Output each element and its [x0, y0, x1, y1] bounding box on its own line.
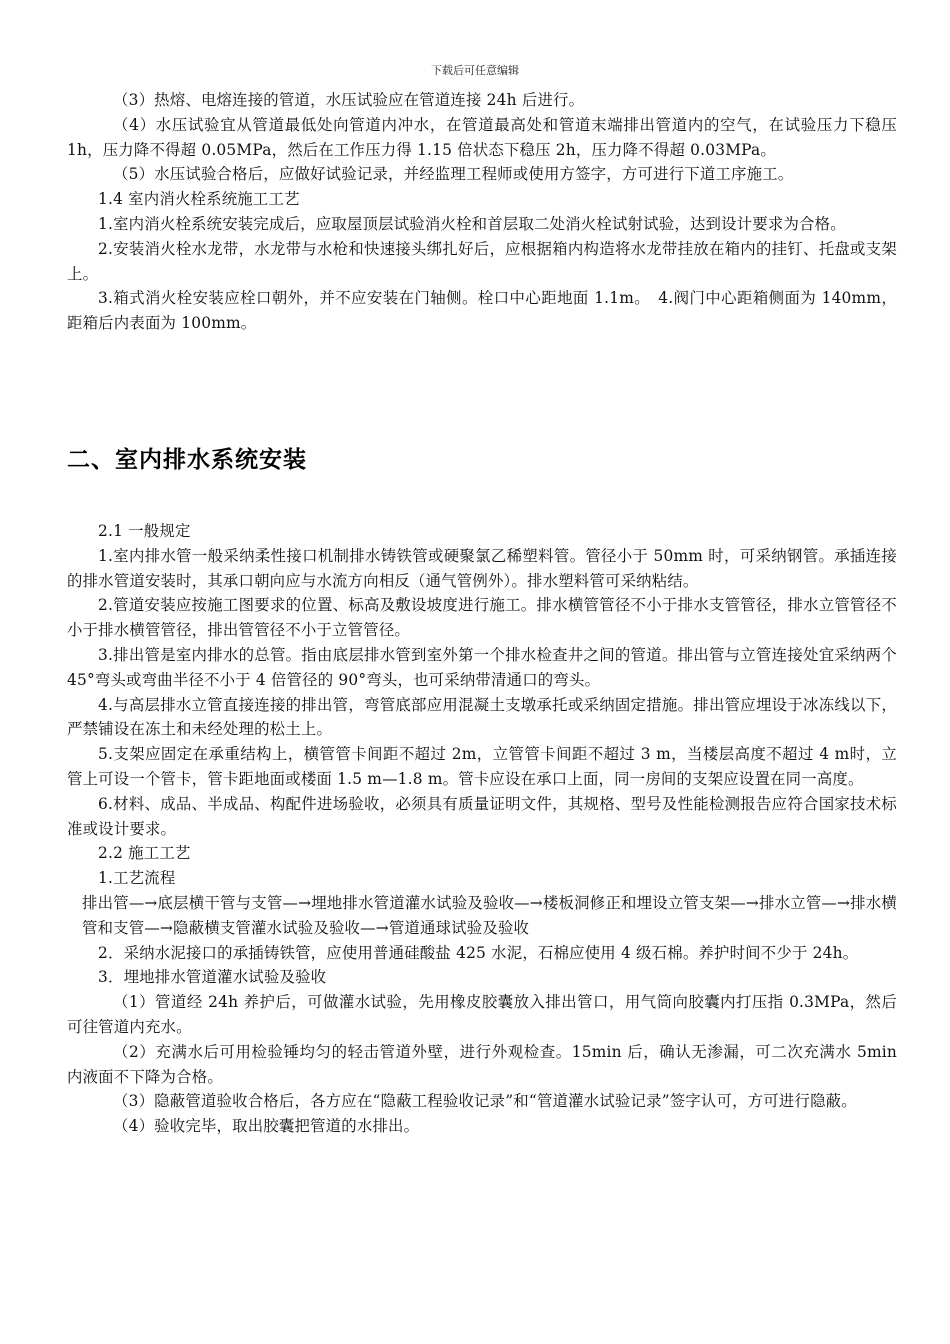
paragraph: 2．采纳水泥接口的承插铸铁管，应使用普通硅酸盐 425 水泥，石棉应使用 4 级石棉。养护时间不少于 24h。	[98, 943, 859, 962]
page-header-note: 下载后可任意编辑	[431, 64, 519, 77]
paragraph: （3）热熔、电熔连接的管道，水压试验应在管道连接 24h 后进行。	[113, 91, 585, 109]
process-flow: 排出管—→底层横干管与支管—→埋地排水管道灌水试验及验收—→楼板洞修正和埋设立管支架—→排水立管—→排水横管和支管—→隐蔽横支管灌水试验及验收—→管道通球试验及验收	[82, 893, 897, 937]
paragraph: 1.工艺流程	[98, 869, 176, 888]
paragraph: 2.管道安装应按施工图要求的位置、标高及敷设坡度进行施工。排水横管管径不小于排水支管管径，排水立管管径不小于排水横管管径，排出管管径不小于立管管径。	[67, 596, 897, 640]
section-2-title: 二、室内排水系统安装	[67, 447, 307, 473]
subsection-heading: 2.1 一般规定	[98, 522, 191, 540]
paragraph: （2）充满水后可用检验锤均匀的轻击管道外壁，进行外观检查。15min 后，确认无渗漏，可二次充满水 5min 内液面不下降为合格。	[67, 1042, 897, 1086]
subsection-heading: 2.2 施工工艺	[98, 844, 191, 863]
paragraph: （4）验收完毕，取出胶囊把管道的水排出。	[113, 1117, 420, 1136]
paragraph: 2.安装消火栓水龙带，水龙带与水枪和快速接头绑扎好后，应根据箱内构造将水龙带挂放在箱内的挂钉、托盘或支架上。	[67, 239, 897, 283]
paragraph: 3.箱式消火栓安装应栓口朝外，并不应安装在门轴侧。栓口中心距地面 1.1m。 4.阀门中心距箱侧面为 140mm，距箱后内表面为 100mm。	[67, 289, 897, 333]
paragraph: 6.材料、成品、半成品、构配件进场验收，必须具有质量证明文件，其规格、型号及性能检测报告应符合国家技术标准或设计要求。	[67, 794, 897, 838]
paragraph: （3）隐蔽管道验收合格后，各方应在“隐蔽工程验收记录”和“管道灌水试验记录”签字认可，方可进行隐蔽。	[113, 1092, 857, 1111]
paragraph: （5）水压试验合格后，应做好试验记录，并经监理工程师或使用方签字，方可进行下道工序施工。	[113, 165, 794, 184]
paragraph: （4）水压试验宜从管道最低处向管道内冲水，在管道最高处和管道末端排出管道内的空气，在试验压力下稳压 1h，压力降不得超 0.05MPa，然后在工作压力得 1.15 倍状态下稳压 2h，压力降不得超 0.03MPa。	[67, 115, 897, 159]
paragraph: 4.与高层排水立管直接连接的排出管，弯管底部应用混凝土支墩承托或采纳固定措施。排出管应埋设于冰冻线以下，严禁铺设在冻土和未经处理的松土上。	[67, 695, 897, 739]
paragraph: 5.支架应固定在承重结构上，横管管卡间距不超过 2m，立管管卡间距不超过 3 m，当楼层高度不超过 4 m时，立管上可设一个管卡，管卡距地面或楼面 1.5 m—1.8 m。管卡应设在承口上面，同一房间的支架应设置在同一高度。	[67, 745, 897, 788]
section-2-body	[67, 519, 897, 1139]
subsection-heading: 1.4 室内消火栓系统施工工艺	[98, 190, 300, 209]
paragraph: 3.排出管是室内排水的总管。指由底层排水管到室外第一个排水检查井之间的管道。排出管与立管连接处宜采纳两个 45°弯头或弯曲半径不小于 4 倍管径的 90°弯头，也可采纳带清通口的弯头。	[67, 645, 897, 689]
paragraph: 1.室内排水管一般采纳柔性接口机制排水铸铁管或硬聚氯乙稀塑料管。管径小于 50mm 时，可采纳钢管。承插连接的排水管道安装时，其承口朝向应与水流方向相反（通气管例外）。排水塑料管可采纳粘结。	[67, 546, 897, 590]
section-1-body	[67, 88, 897, 336]
paragraph: 1.室内消火栓系统安装完成后，应取屋顶层试验消火栓和首层取二处消火栓试射试验，达到设计要求为合格。	[98, 214, 846, 233]
paragraph: 3．埋地排水管道灌水试验及验收	[98, 968, 327, 987]
paragraph: （1）管道经 24h 养护后，可做灌水试验，先用橡皮胶囊放入排出管口，用气筒向胶囊内打压指 0.3MPa，然后可往管道内充水。	[67, 993, 897, 1036]
